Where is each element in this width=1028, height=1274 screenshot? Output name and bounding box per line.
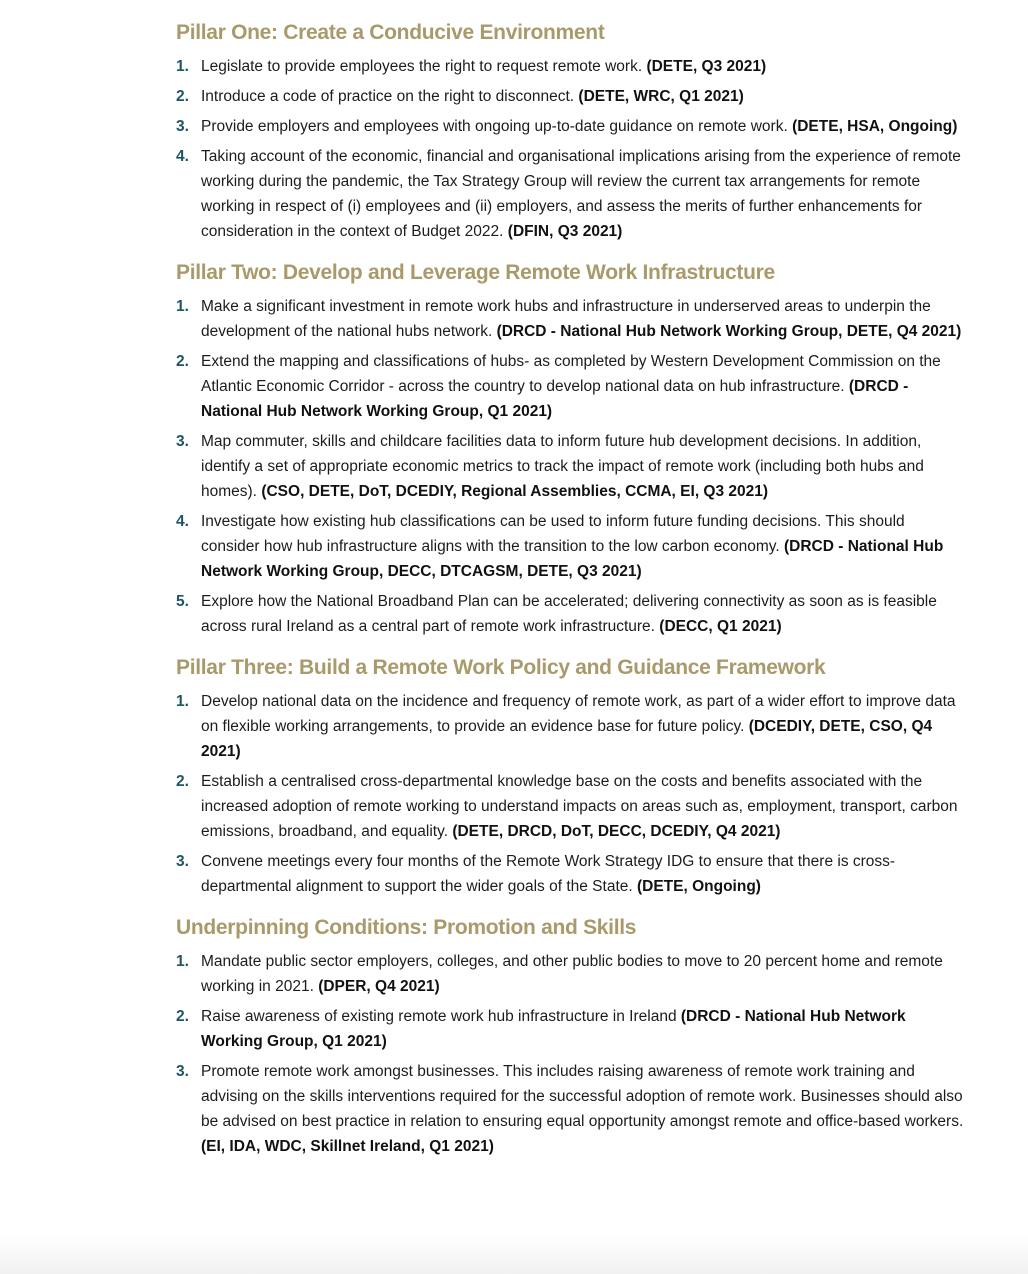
list-item bbox=[176, 294, 966, 344]
item-text: Promote remote work amongst businesses. This includes raising awareness of remote work training and advising on the skills interventions required for the successful adoption of remote work. Businesses should also be advised on best practice in relation to ensuring equal opportunity amongst remote and office-based workers. bbox=[201, 1063, 964, 1130]
section-heading: Underpinning Conditions: Promotion and Skills bbox=[176, 916, 637, 939]
item-number: 1. bbox=[176, 953, 189, 970]
list-item bbox=[176, 509, 966, 584]
item-responsible-timeline: (DRCD - National Hub Network Working Group, DECC, DTCAGSM, DETE, Q3 2021) bbox=[201, 538, 944, 580]
document-page bbox=[176, 18, 966, 1173]
item-text: Explore how the National Broadband Plan can be accelerated; delivering connectivity as soon as is feasible across rural Ireland as a central part of remote work infrastructure. bbox=[201, 593, 937, 635]
section-pillar-two bbox=[176, 258, 966, 639]
list-item bbox=[176, 1059, 966, 1159]
item-responsible-timeline: (DFIN, Q3 2021) bbox=[507, 223, 623, 240]
item-responsible-timeline: (DETE, Q3 2021) bbox=[646, 58, 767, 75]
item-responsible-timeline: (DCEDIY, DETE, CSO, Q4 2021) bbox=[201, 718, 933, 760]
item-responsible-timeline: (DRCD - National Hub Network Working Group, Q1 2021) bbox=[201, 378, 909, 420]
item-number: 5. bbox=[176, 593, 189, 610]
item-responsible-timeline: (DETE, WRC, Q1 2021) bbox=[578, 88, 744, 105]
item-responsible-timeline: (DPER, Q4 2021) bbox=[318, 978, 440, 995]
item-number: 1. bbox=[176, 298, 189, 315]
item-responsible-timeline: (DETE, Ongoing) bbox=[636, 878, 761, 895]
item-text: Establish a centralised cross-departmental knowledge base on the costs and benefits associated with the increased adoption of remote working to understand impacts on areas such as, employment, transport, carbon emissions, broadband, and equality. bbox=[201, 773, 958, 840]
item-number: 3. bbox=[176, 433, 189, 450]
item-number: 2. bbox=[176, 773, 189, 790]
page-bottom-shadow bbox=[0, 1234, 1028, 1274]
list-item bbox=[176, 429, 966, 504]
list-item bbox=[176, 689, 966, 764]
list-item bbox=[176, 1004, 966, 1054]
item-text: Provide employers and employees with ongoing up-to-date guidance on remote work. bbox=[201, 118, 793, 135]
section-pillar-three bbox=[176, 653, 966, 899]
item-text: Convene meetings every four months of the Remote Work Strategy IDG to ensure that there is cross-departmental alignment to support the wider goals of the State. bbox=[201, 853, 896, 895]
list-item bbox=[176, 349, 966, 424]
list-item bbox=[176, 84, 966, 109]
item-number: 3. bbox=[176, 1063, 189, 1080]
item-number: 4. bbox=[176, 148, 189, 165]
item-number: 2. bbox=[176, 353, 189, 370]
item-number: 2. bbox=[176, 1008, 189, 1025]
item-responsible-timeline: (EI, IDA, WDC, Skillnet Ireland, Q1 2021) bbox=[201, 1138, 494, 1155]
item-text: Legislate to provide employees the right to request remote work. bbox=[201, 58, 647, 75]
item-text: Introduce a code of practice on the right to disconnect. bbox=[201, 88, 579, 105]
section-heading: Pillar Three: Build a Remote Work Policy and Guidance Framework bbox=[176, 656, 826, 679]
item-number: 3. bbox=[176, 118, 189, 135]
item-number: 1. bbox=[176, 693, 189, 710]
section-underpinning-conditions bbox=[176, 913, 966, 1159]
item-number: 4. bbox=[176, 513, 189, 530]
item-text: Extend the mapping and classifications of hubs- as completed by Western Development Commission on the Atlantic Economic Corridor - across the country to develop national data on hub infrastructure. bbox=[201, 353, 941, 395]
item-responsible-timeline: (DRCD - National Hub Network Working Group, Q1 2021) bbox=[201, 1008, 906, 1050]
item-responsible-timeline: (DETE, DRCD, DoT, DECC, DCEDIY, Q4 2021) bbox=[452, 823, 781, 840]
list-item bbox=[176, 949, 966, 999]
action-list bbox=[176, 294, 966, 639]
list-item bbox=[176, 144, 966, 244]
item-text: Make a significant investment in remote work hubs and infrastructure in underserved areas to underpin the development of the national hubs network. bbox=[201, 298, 931, 340]
item-text: Map commuter, skills and childcare facilities data to inform future hub development decisions. In addition, identify a set of appropriate economic metrics to track the impact of remote work (including both hubs and homes). bbox=[201, 433, 924, 500]
item-text: Taking account of the economic, financial and organisational implications arising from the experience of remote working during the pandemic, the Tax Strategy Group will review the current tax arrangements for remote working in respect of (i) employees and (ii) employers, and assess the merits of further enhancements for consideration in the context of Budget 2022. bbox=[201, 148, 961, 240]
item-text: Raise awareness of existing remote work hub infrastructure in Ireland bbox=[201, 1008, 681, 1025]
item-responsible-timeline: (DETE, HSA, Ongoing) bbox=[792, 118, 958, 135]
item-text: Mandate public sector employers, colleges, and other public bodies to move to 20 percent home and remote working in 2021. bbox=[201, 953, 943, 995]
list-item bbox=[176, 589, 966, 639]
item-responsible-timeline: (DECC, Q1 2021) bbox=[659, 618, 782, 635]
list-item bbox=[176, 54, 966, 79]
action-list bbox=[176, 54, 966, 244]
section-heading: Pillar Two: Develop and Leverage Remote Work Infrastructure bbox=[176, 261, 775, 284]
list-item bbox=[176, 849, 966, 899]
item-text: Develop national data on the incidence and frequency of remote work, as part of a wider effort to improve data on flexible working arrangements, to provide an evidence base for future policy. bbox=[201, 693, 956, 735]
section-pillar-one bbox=[176, 18, 966, 244]
item-text: Investigate how existing hub classifications can be used to inform future funding decisions. This should consider how hub infrastructure aligns with the transition to the low carbon economy. bbox=[201, 513, 905, 555]
section-heading: Pillar One: Create a Conducive Environment bbox=[176, 21, 605, 44]
item-responsible-timeline: (CSO, DETE, DoT, DCEDIY, Regional Assemblies, CCMA, EI, Q3 2021) bbox=[261, 483, 769, 500]
action-list bbox=[176, 949, 966, 1159]
item-number: 1. bbox=[176, 58, 189, 75]
list-item bbox=[176, 114, 966, 139]
item-responsible-timeline: (DRCD - National Hub Network Working Group, DETE, Q4 2021) bbox=[496, 323, 962, 340]
item-number: 3. bbox=[176, 853, 189, 870]
item-number: 2. bbox=[176, 88, 189, 105]
list-item bbox=[176, 769, 966, 844]
action-list bbox=[176, 689, 966, 899]
